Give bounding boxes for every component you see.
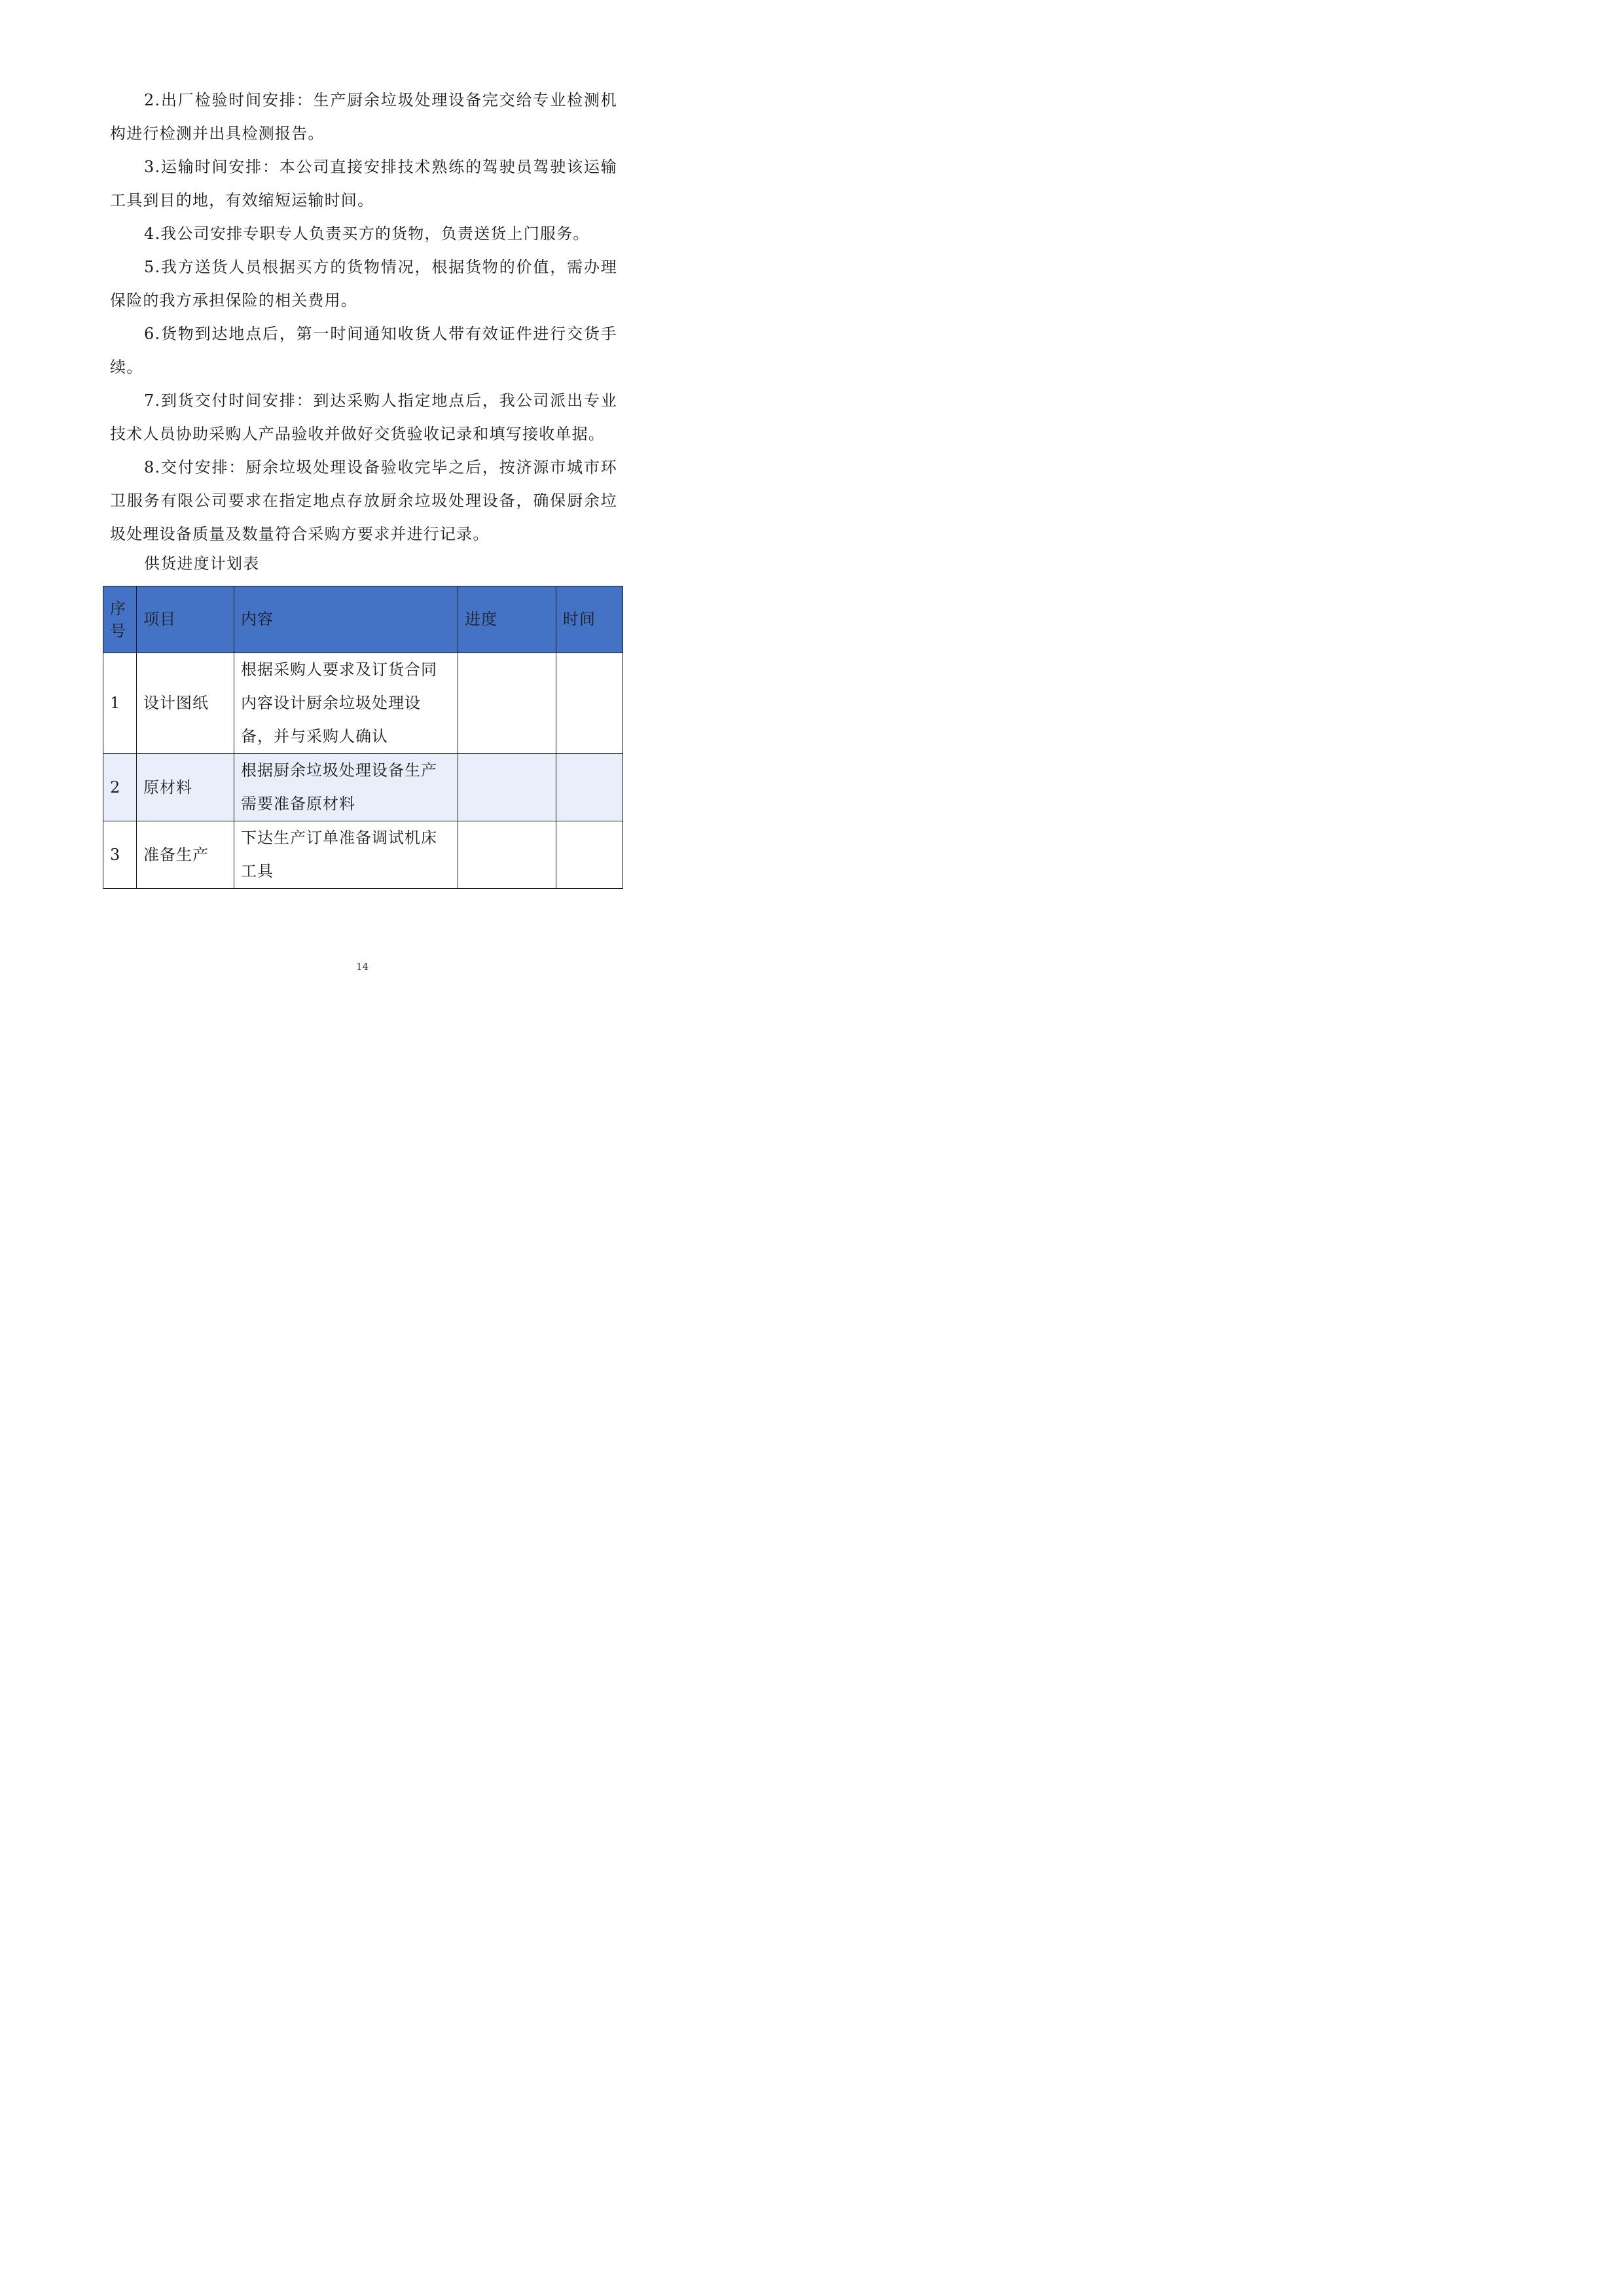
table-caption: 供货进度计划表: [144, 554, 260, 573]
table-row: [103, 821, 623, 889]
cell-progress: [458, 653, 556, 754]
cell-time: [556, 821, 623, 889]
paragraph-acceptance: 7.到货交付时间安排：到达采购人指定地点后，我公司派出专业技术人员协助采购人产品验收并做好交货验收记录和填写接收单据。: [110, 391, 617, 443]
document-page: [0, 0, 725, 1024]
cell-item: 准备生产: [137, 821, 234, 889]
cell-progress: [458, 821, 556, 889]
paragraph-shipping-inspection: 2.出厂检验时间安排：生产厨余垃圾处理设备完交给专业检测机构进行检测并出具检测报告。: [110, 91, 617, 143]
table-header-row: [103, 586, 623, 653]
paragraph-delivery-staff: 4.我公司安排专职专人负责买方的货物，负责送货上门服务。: [144, 224, 590, 243]
table-row: [103, 653, 623, 754]
paragraph-handover: 8.交付安排：厨余垃圾处理设备验收完毕之后，按济源市城市环卫服务有限公司要求在指定地点存放厨余垃圾处理设备，确保厨余垃圾处理设备质量及数量符合采购方要求并进行记录。: [110, 458, 617, 543]
cell-content: 根据采购人要求及订货合同内容设计厨余垃圾处理设备，并与采购人确认: [234, 653, 458, 754]
cell-seq: 1: [103, 653, 137, 754]
cell-content: 下达生产订单准备调试机床工具: [234, 821, 458, 889]
paragraph-transport: 3.运输时间安排：本公司直接安排技术熟练的驾驶员驾驶该运输工具到目的地，有效缩短运输时间。: [110, 158, 617, 209]
cell-seq: 2: [103, 754, 137, 821]
supply-schedule-table: [103, 586, 623, 889]
cell-time: [556, 653, 623, 754]
body-text: [110, 84, 617, 551]
cell-content: 根据厨余垃圾处理设备生产需要准备原材料: [234, 754, 458, 821]
cell-item: 原材料: [137, 754, 234, 821]
page-number: 14: [355, 961, 369, 973]
table-row: [103, 754, 623, 821]
cell-seq: 3: [103, 821, 137, 889]
header-content: 内容: [234, 586, 458, 653]
cell-item: 设计图纸: [137, 653, 234, 754]
cell-time: [556, 754, 623, 821]
paragraph-arrival-notice: 6.货物到达地点后，第一时间通知收货人带有效证件进行交货手续。: [110, 325, 617, 376]
paragraph-insurance: 5.我方送货人员根据买方的货物情况，根据货物的价值，需办理保险的我方承担保险的相关费用。: [110, 258, 617, 310]
header-time: 时间: [556, 586, 623, 653]
header-seq: 序号: [103, 586, 137, 653]
cell-progress: [458, 754, 556, 821]
header-item: 项目: [137, 586, 234, 653]
header-progress: 进度: [458, 586, 556, 653]
